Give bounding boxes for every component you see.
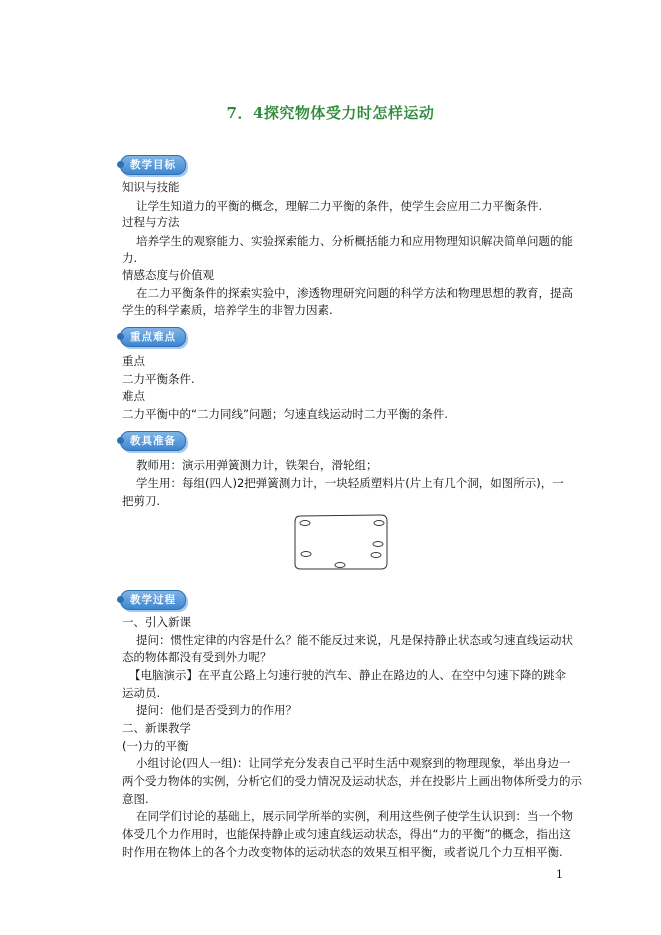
text-process-method-2: 力. xyxy=(122,251,138,265)
sheet-hole xyxy=(371,553,381,558)
text-difficulty: 二力平衡中的“二力同线”问题；匀速直线运动时二力平衡的条件. xyxy=(122,407,449,421)
sheet-hole xyxy=(335,563,345,568)
badge-label: 重点难点 xyxy=(130,331,176,343)
text-process-method-1: 培养学生的观察能力、实验探索能力、分析概括能力和应用物理知识解决简单问题的能 xyxy=(136,234,573,248)
badge-label: 教学目标 xyxy=(130,159,176,171)
text-conclusion-3: 时作用在物体上的各个力改变物体的运动状态的效果互相平衡，或者说几个力互相平衡. xyxy=(122,845,563,859)
sheet-hole xyxy=(301,552,311,557)
text-discussion-1: 小组讨论(四人一组)：让同学充分发表自己平时生活中观察到的物理现象，举出身边一 xyxy=(136,756,571,770)
text-conclusion-1: 在同学们讨论的基础上，展示同学所举的实例，利用这些例子使学生认识到：当一个物 xyxy=(136,809,573,823)
text-question-1a: 提问：惯性定律的内容是什么？能不能反过来说，凡是保持静止状态或匀速直线运动状 xyxy=(136,633,573,647)
section-badge-goals xyxy=(120,155,186,175)
text-attitude-1: 在二力平衡条件的探索实验中，渗透物理研究问题的科学方法和物理思想的教育，提高 xyxy=(136,286,573,300)
text-student-materials-1: 学生用：每组(四人)2把弹簧测力计，一块轻质塑料片(片上有几个洞，如图所示)，一 xyxy=(136,476,564,490)
text-demo-1: 【电脑演示】在平直公路上匀速行驶的汽车、静止在路边的人、在空中匀速下降的跳伞 xyxy=(129,668,566,682)
heading-knowledge: 知识与技能 xyxy=(122,180,180,194)
text-teacher-materials: 教师用：演示用弹簧测力计，铁架台，滑轮组； xyxy=(136,458,378,472)
text-knowledge: 让学生知道力的平衡的概念，理解二力平衡的条件，使学生会应用二力平衡条件. xyxy=(136,199,543,213)
badge-label: 教具准备 xyxy=(130,435,176,447)
plastic-sheet-diagram xyxy=(292,512,390,572)
text-discussion-2: 两个受力物体的实例，分析它们的受力情况及运动状态，并在投影片上画出物体所受力的示 xyxy=(122,774,582,788)
text-student-materials-2: 把剪刀. xyxy=(122,494,161,508)
text-question-1b: 态的物体都没有受到外力呢？ xyxy=(122,650,272,664)
section-badge-keypoints xyxy=(120,327,186,347)
text-attitude-2: 学生的科学素质，培养学生的非智力因素. xyxy=(122,303,333,317)
heading-process-method: 过程与方法 xyxy=(122,215,180,229)
section-badge-materials xyxy=(120,431,186,451)
plastic-sheet-outline xyxy=(295,515,387,569)
text-discussion-3: 意图. xyxy=(122,792,149,806)
sheet-hole xyxy=(374,521,384,526)
text-new-lesson-heading: 二、新课教学 xyxy=(122,721,191,735)
badge-label: 教学过程 xyxy=(130,594,176,606)
sheet-hole xyxy=(300,521,310,526)
sheet-hole xyxy=(373,542,383,547)
text-intro-heading: 一、引入新课 xyxy=(122,615,191,629)
heading-key: 重点 xyxy=(122,354,145,368)
section-badge-process xyxy=(120,590,186,610)
page-title: 7．4探究物体受力时怎样运动 xyxy=(226,104,435,122)
text-force-balance-heading: (一)力的平衡 xyxy=(122,739,189,753)
text-conclusion-2: 体受几个力作用时，也能保持静止或匀速直线运动状态，得出“力的平衡”的概念，指出这 xyxy=(122,827,571,841)
heading-attitude: 情感态度与价值观 xyxy=(122,268,214,282)
text-key: 二力平衡条件. xyxy=(122,372,195,386)
text-demo-2: 运动员. xyxy=(122,686,161,700)
text-question-2: 提问：他们是否受到力的作用？ xyxy=(136,703,297,717)
heading-difficulty: 难点 xyxy=(122,389,145,403)
page-number: 1 xyxy=(556,868,563,881)
